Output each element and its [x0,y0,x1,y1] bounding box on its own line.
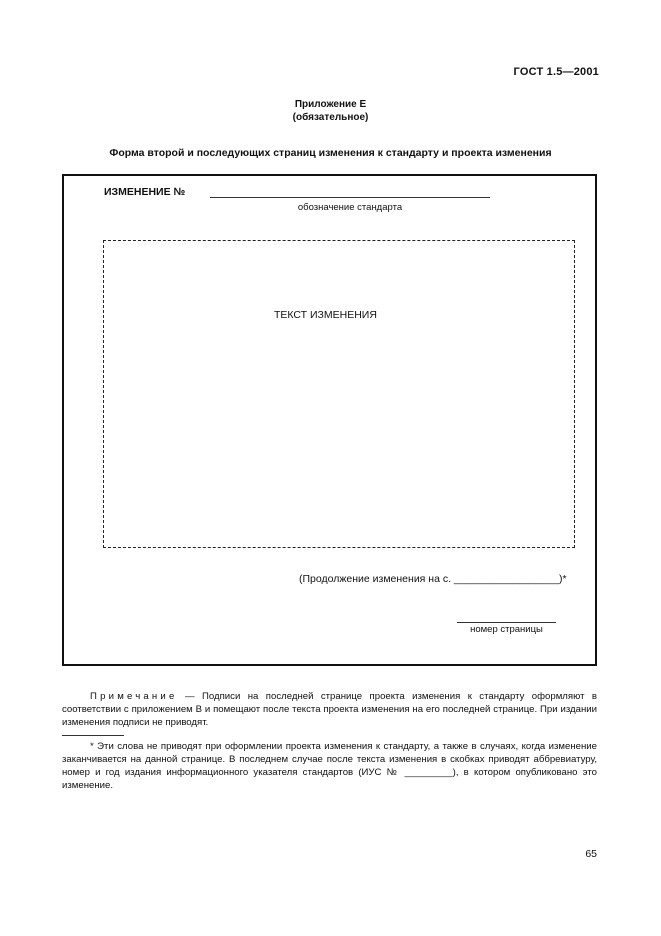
change-text-area [103,240,575,548]
appendix-heading [0,98,661,124]
appendix-title: Приложение Е [294,99,367,110]
footnote-text: * Эти слова не приводят при оформлении проекта изменения к стандарту, а также в случаях, когда изменение заканчивается на данной странице. В последнем случае после текста изменения в скобках приводят аббревиатуру, номер и год издания информационного указателя стандартов (ИУС № _________), в котором опубликовано это изменение. [62,741,597,791]
footnote-divider [62,735,124,736]
page-number-caption: номер страницы [470,624,543,635]
form-title: Форма второй и последующих страниц изменения к стандарту и проекта изменения [109,147,552,159]
note-paragraph [62,690,597,729]
page-number-line [457,622,556,623]
footnote-paragraph [62,740,597,792]
note-text: — Подписи на последней странице проекта изменения к стандарту оформляют в соответствии с приложением В и помещают после текста проекта изменения на его последней странице. При издании изменения подписи не приводят. [62,691,597,728]
change-number-label: ИЗМЕНЕНИЕ № [104,186,186,198]
page-number: 65 [585,848,597,860]
appendix-status: (обязательное) [292,112,369,123]
note-lead: Примечание [90,691,178,702]
standard-designation-caption: обозначение стандарта [297,202,403,213]
continuation-note: (Продолжение изменения на с. __________________)* [299,573,567,585]
standard-designation-line [210,197,490,198]
standard-code: ГОСТ 1.5—2001 [513,66,599,78]
change-text-placeholder: ТЕКСТ ИЗМЕНЕНИЯ [274,309,377,321]
